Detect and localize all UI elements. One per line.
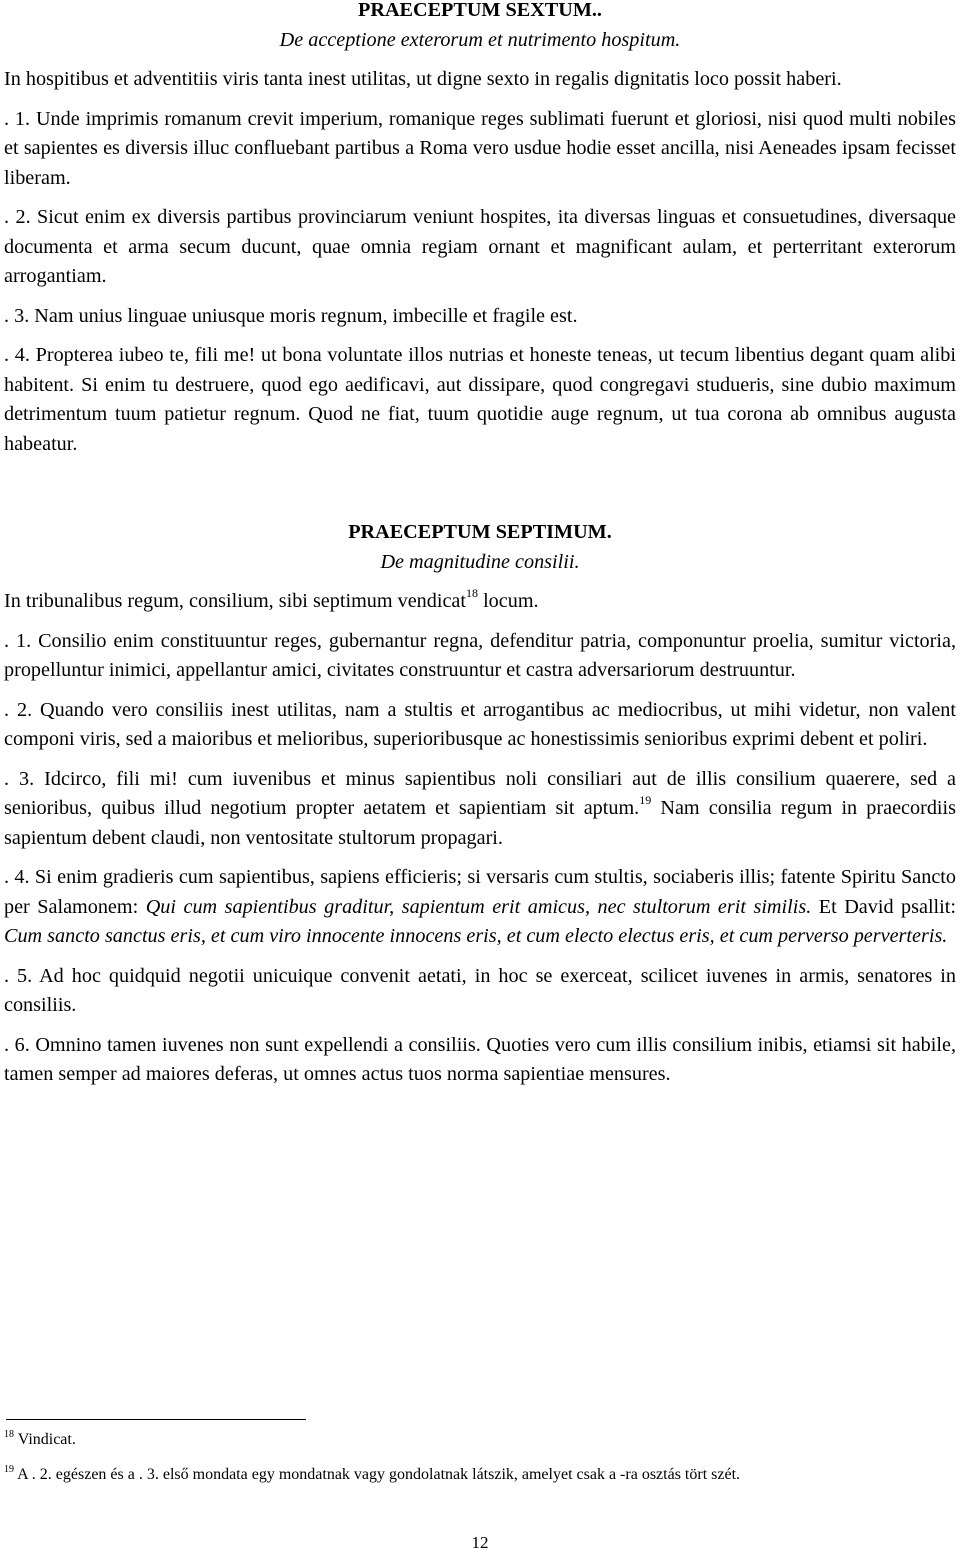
section-title-septimum: PRAECEPTUM SEPTIMUM.: [348, 521, 612, 543]
paragraph-3-text: . 3. Idcirco, fili mi! cum iuvenibus et minus sapientibus noli consiliari aut de illis consilium quaerere, sed a senioribus, quibus illud negotium propter aetatem et sapientiam sit aptum.: [4, 767, 956, 819]
section-subtitle-sextum: De acceptione exterorum et nutrimento hospitum.: [279, 28, 681, 51]
paragraph-septimum-2: . 2. Quando vero consiliis inest utilitas, nam a stultis et arrogantibus ac mediocribus, ut mihi videtur, non valent componi viris, sed a maioribus et melioribus, superioribusque ac honestissimis senioribus exprimi debent et poliri.: [4, 698, 956, 750]
footnote-text: Vindicat.: [17, 1431, 76, 1448]
quote-david: Cum sancto sanctus eris, et cum viro innocente innocens eris, et cum electo electus eris, et cum perverso perverteris.: [4, 925, 948, 947]
footnote-number: 19: [4, 1464, 14, 1475]
footnote-divider: [6, 1419, 306, 1420]
footnote-text: A . 2. egészen és a . 3. első mondata egy mondatnak vagy gondolatnak látszik, amelyet csak a -ra osztás tört szét.: [17, 1466, 741, 1483]
section-subtitle-septimum: De magnitudine consilii.: [380, 550, 580, 573]
paragraph-sextum-3: . 3. Nam unius linguae uniusque moris regnum, imbecille et fragile est.: [4, 304, 578, 327]
paragraph-septimum-4: [4, 863, 956, 952]
footnote-ref-19[interactable]: 19: [639, 793, 652, 807]
paragraph-4-text: . 4. Si enim gradieris cum sapientibus, sapiens efficieris; si versaris cum stultis, sociaberis illis; fatente Spiritu Sancto per Salamonem:: [4, 866, 956, 918]
paragraph-3-text-end: Nam consilia regum in praecordiis sapientum debent claudi, non ventositate stultorum propagari.: [4, 797, 956, 849]
footnote-19: [4, 1465, 740, 1485]
intro-text-end: locum.: [478, 590, 539, 612]
intro-text: In tribunalibus regum, consilium, sibi septimum vendicat: [4, 590, 467, 612]
paragraph-septimum-3: [4, 765, 956, 854]
paragraph-4-text-mid: Et David psallit:: [811, 895, 956, 918]
paragraph-septimum-5: . 5. Ad hoc quidquid negotii unicuique convenit aetati, in hoc se exerceat, scilicet iuvenes in armis, senatores in consiliis.: [4, 964, 956, 1016]
paragraph-sextum-4: . 4. Propterea iubeo te, fili me! ut bona voluntate illos nutrias et honeste teneas, ut tecum libentius degant quam alibi habitent. Si enim tu destruere, quod ego aedificavi, aut dissipare, quod congregavi studueris, sine dubio maximum detrimentum tuum patietur regnum. Quod ne fiat, tuum quotidie auge regnum, ut tua corona ab omnibus augusta habeatur.: [4, 344, 956, 455]
footnote-number: 18: [4, 1429, 14, 1440]
quote-salamon: Qui cum sapientibus graditur, sapientum erit amicus, nec stultorum erit similis.: [145, 895, 812, 918]
paragraph-sextum-1: . 1. Unde imprimis romanum crevit imperium, romanique reges sublimati fuerunt et gloriosi, nisi quod multi nobiles et sapientes es diversis illuc confluebant partibus a Roma vero usdue hodie esset ancilla, nisi Aeneades ipsam fecisset liberam.: [4, 107, 956, 189]
page-number: 12: [471, 1533, 489, 1552]
paragraph-intro-sextum: In hospitibus et adventitiis viris tanta inest utilitas, ut digne sexto in regalis dignitatis loco possit haberi.: [4, 68, 842, 90]
paragraph-intro-septimum: [4, 587, 956, 617]
paragraph-sextum-2: . 2. Sicut enim ex diversis partibus provinciarum veniunt hospites, ita diversas linguas et consuetudines, diversaque documenta et arma secum ducunt, quae omnia regiam ornant et magnificant aulam, et perterritant exterorum arrogantiam.: [4, 206, 956, 287]
paragraph-septimum-1: . 1. Consilio enim constituuntur reges, gubernantur regna, defenditur patria, componuntur proelia, sumitur victoria, propelluntur inimici, appellantur amici, civitates construuntur et castra adversariorum destruuntur.: [4, 629, 956, 681]
paragraph-septimum-6: . 6. Omnino tamen iuvenes non sunt expellendi a consiliis. Quoties vero cum illis consilium inibis, etiamsi sit habile, tamen semper ad maiores deferas, ut omnes actus tuos norma sapientiae mensures.: [4, 1033, 956, 1085]
section-title-sextum: PRAECEPTUM SEXTUM..: [358, 0, 602, 21]
footnote-ref-18[interactable]: 18: [466, 586, 479, 600]
main-text: [4, 0, 956, 1090]
footnote-18: [4, 1430, 76, 1450]
